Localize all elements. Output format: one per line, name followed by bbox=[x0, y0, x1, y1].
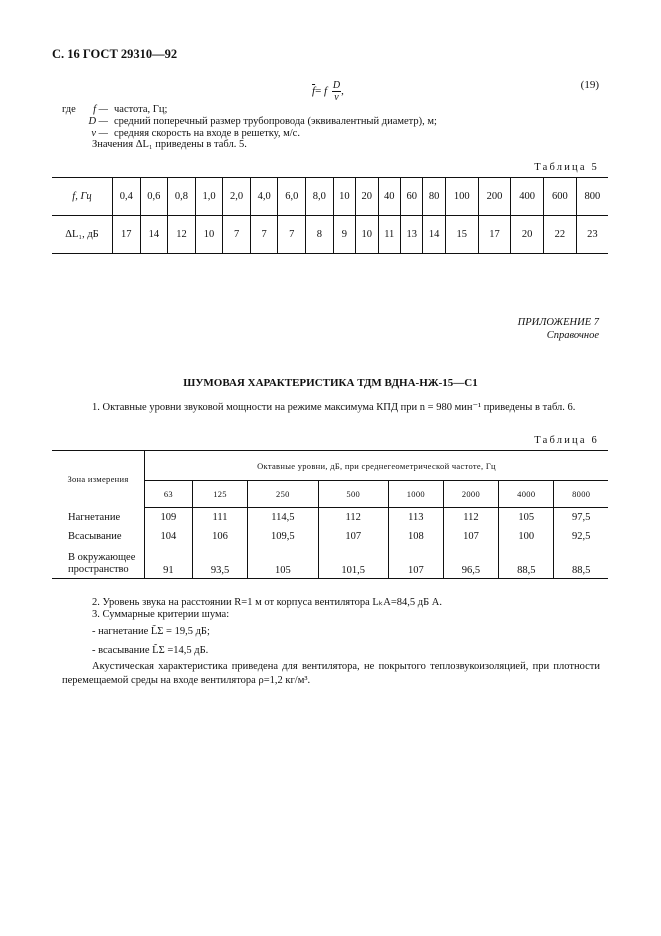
table5-value-cell: 7 bbox=[223, 216, 251, 254]
table-row bbox=[52, 546, 608, 579]
octave-group-header: Октавные уровни, дБ, при среднегеометрической частоте, Гц bbox=[145, 451, 609, 481]
table6-freq-header: 1000 bbox=[388, 481, 443, 508]
where-symbol: D — bbox=[88, 116, 108, 127]
appendix-subtitle: Справочное bbox=[546, 330, 599, 341]
appendix-title: ПРИЛОЖЕНИЕ 7 bbox=[517, 317, 599, 328]
table5-value-cell: 7 bbox=[278, 216, 306, 254]
table6-value-cell: 111 bbox=[192, 508, 247, 528]
table6-value-cell: 109 bbox=[145, 508, 193, 528]
table5-freq-cell: 40 bbox=[378, 178, 400, 216]
table6-value-cell: 97,5 bbox=[554, 508, 608, 528]
paragraph-1: 1. Октавные уровни звуковой мощности на режиме максимума КПД при n = 980 мин⁻¹ приведены в табл. 6. bbox=[92, 402, 576, 413]
table6-value-cell: 88,5 bbox=[554, 546, 608, 579]
table5-freq-cell: 800 bbox=[576, 178, 608, 216]
formula-var: f bbox=[324, 85, 328, 98]
table5-freq-cell: 400 bbox=[511, 178, 544, 216]
where-symbol: f — bbox=[93, 104, 108, 115]
equation-number: (19) bbox=[580, 79, 599, 91]
table5-value-cell: 14 bbox=[423, 216, 445, 254]
table5-row-label: ΔL₁, дБ bbox=[65, 229, 99, 240]
where-symbol: v — bbox=[91, 128, 108, 139]
table-row bbox=[52, 528, 608, 546]
table6-value-cell: 113 bbox=[388, 508, 443, 528]
formula-numerator: D bbox=[332, 80, 341, 91]
table6-freq-header: 125 bbox=[192, 481, 247, 508]
table6-value-cell: 112 bbox=[443, 508, 498, 528]
table5-freq-cell: 1,0 bbox=[195, 178, 223, 216]
table5-value-cell: 20 bbox=[511, 216, 544, 254]
table6-value-cell: 108 bbox=[388, 528, 443, 546]
table6-value-cell: 92,5 bbox=[554, 528, 608, 546]
table6-freq-header: 500 bbox=[318, 481, 388, 508]
table-6 bbox=[52, 450, 608, 579]
table5-value-cell: 17 bbox=[478, 216, 511, 254]
criterion-line: - всасывание L̃Σ =14,5 дБ. bbox=[92, 645, 209, 656]
table6-freq-header: 2000 bbox=[443, 481, 498, 508]
table5-freq-cell: 60 bbox=[400, 178, 422, 216]
formula-eq: = bbox=[315, 85, 322, 98]
table5-value-cell: 10 bbox=[195, 216, 223, 254]
table5-freq-cell: 100 bbox=[445, 178, 478, 216]
where-line bbox=[62, 104, 167, 115]
table5-value-cell: 8 bbox=[306, 216, 334, 254]
zone-label: Нагнетание bbox=[68, 512, 121, 523]
table5-value-cell: 12 bbox=[168, 216, 196, 254]
table6-caption: Таблица 6 bbox=[534, 435, 599, 446]
table5-freq-cell: 200 bbox=[478, 178, 511, 216]
section-title: ШУМОВАЯ ХАРАКТЕРИСТИКА ТДМ ВДНА-НЖ-15—С1 bbox=[183, 377, 478, 389]
formula-fraction bbox=[332, 80, 341, 103]
table6-value-cell: 100 bbox=[499, 528, 554, 546]
item-2: 2. Уровень звука на расстоянии R=1 м от корпуса вентилятора LₖA=84,5 дБ A. bbox=[92, 597, 442, 608]
table6-value-cell: 112 bbox=[318, 508, 388, 528]
table-5 bbox=[52, 177, 608, 254]
table6-value-cell: 96,5 bbox=[443, 546, 498, 579]
table6-value-cell: 104 bbox=[145, 528, 193, 546]
table5-value-cell: 11 bbox=[378, 216, 400, 254]
table6-value-cell: 107 bbox=[443, 528, 498, 546]
where-prefix: где bbox=[62, 104, 76, 115]
table5-value-cell: 7 bbox=[250, 216, 278, 254]
table5-value-cell: 17 bbox=[113, 216, 141, 254]
final-paragraph: Акустическая характеристика приведена для вентилятора, не покрытого теплозвукоизоляцией, при плотности перемещаемой среды на входе вентилятора ρ=1,2 кг/м³. bbox=[62, 661, 600, 686]
table6-value-cell: 114,5 bbox=[248, 508, 318, 528]
table5-row-label: f, Гц bbox=[52, 178, 113, 216]
table5-value-cell: 23 bbox=[576, 216, 608, 254]
appendix-label bbox=[518, 316, 599, 342]
table6-value-cell: 105 bbox=[499, 508, 554, 528]
table6-value-cell: 101,5 bbox=[318, 546, 388, 579]
table6-value-cell: 107 bbox=[388, 546, 443, 579]
formula-19: $\overline{f}= f$ $\frac{D}{v}$ , bbox=[312, 80, 344, 103]
table6-value-cell: 106 bbox=[192, 528, 247, 546]
table5-value-cell: 15 bbox=[445, 216, 478, 254]
table5-freq-cell: 2,0 bbox=[223, 178, 251, 216]
table5-freq-row bbox=[52, 178, 608, 216]
table5-value-cell: 9 bbox=[333, 216, 355, 254]
table5-freq-cell: 0,6 bbox=[140, 178, 168, 216]
formula-lhs: $\overline{f}$ bbox=[312, 85, 316, 98]
table5-freq-cell: 8,0 bbox=[306, 178, 334, 216]
table5-value-row bbox=[52, 216, 608, 254]
table5-freq-cell: 0,4 bbox=[113, 178, 141, 216]
table6-value-cell: 105 bbox=[248, 546, 318, 579]
table5-freq-cell: 20 bbox=[356, 178, 378, 216]
page-header: С. 16 ГОСТ 29310—92 bbox=[52, 47, 178, 61]
table6-value-cell: 107 bbox=[318, 528, 388, 546]
zone-label: В окружающее пространство bbox=[68, 551, 136, 575]
table5-freq-cell: 10 bbox=[333, 178, 355, 216]
table6-value-cell: 91 bbox=[145, 546, 193, 579]
criterion-line: - нагнетание L̃Σ = 19,5 дБ; bbox=[92, 626, 210, 637]
item-3: 3. Суммарные критерии шума: bbox=[92, 609, 230, 620]
formula-denominator: v bbox=[334, 92, 339, 103]
table5-value-cell: 14 bbox=[140, 216, 168, 254]
table6-value-cell: 109,5 bbox=[248, 528, 318, 546]
where-text: средний поперечный размер трубопровода (эквивалентный диаметр), м; bbox=[114, 116, 437, 127]
table5-caption: Таблица 5 bbox=[534, 162, 599, 173]
where-line bbox=[62, 116, 437, 127]
table5-value-cell: 22 bbox=[544, 216, 577, 254]
table6-freq-header: 4000 bbox=[499, 481, 554, 508]
table6-freq-header: 250 bbox=[248, 481, 318, 508]
table6-freq-header: 8000 bbox=[554, 481, 608, 508]
where-text: частота, Гц; bbox=[114, 104, 168, 115]
table5-value-cell: 13 bbox=[400, 216, 422, 254]
table5-freq-cell: 600 bbox=[544, 178, 577, 216]
table6-value-cell: 88,5 bbox=[499, 546, 554, 579]
where-line bbox=[62, 128, 300, 139]
table6-value-cell: 93,5 bbox=[192, 546, 247, 579]
zone-header: Зона измерения bbox=[67, 474, 129, 485]
table-row bbox=[52, 508, 608, 528]
where-text: средняя скорость на входе в решетку, м/с. bbox=[114, 128, 300, 139]
table5-value-cell: 10 bbox=[356, 216, 378, 254]
table5-freq-cell: 4,0 bbox=[250, 178, 278, 216]
zone-label: Всасывание bbox=[68, 531, 122, 542]
table6-freq-header: 63 bbox=[145, 481, 193, 508]
table5-freq-cell: 6,0 bbox=[278, 178, 306, 216]
table5-freq-cell: 0,8 bbox=[168, 178, 196, 216]
table5-freq-cell: 80 bbox=[423, 178, 445, 216]
values-note: Значения ΔL₁ приведены в табл. 5. bbox=[92, 139, 247, 150]
